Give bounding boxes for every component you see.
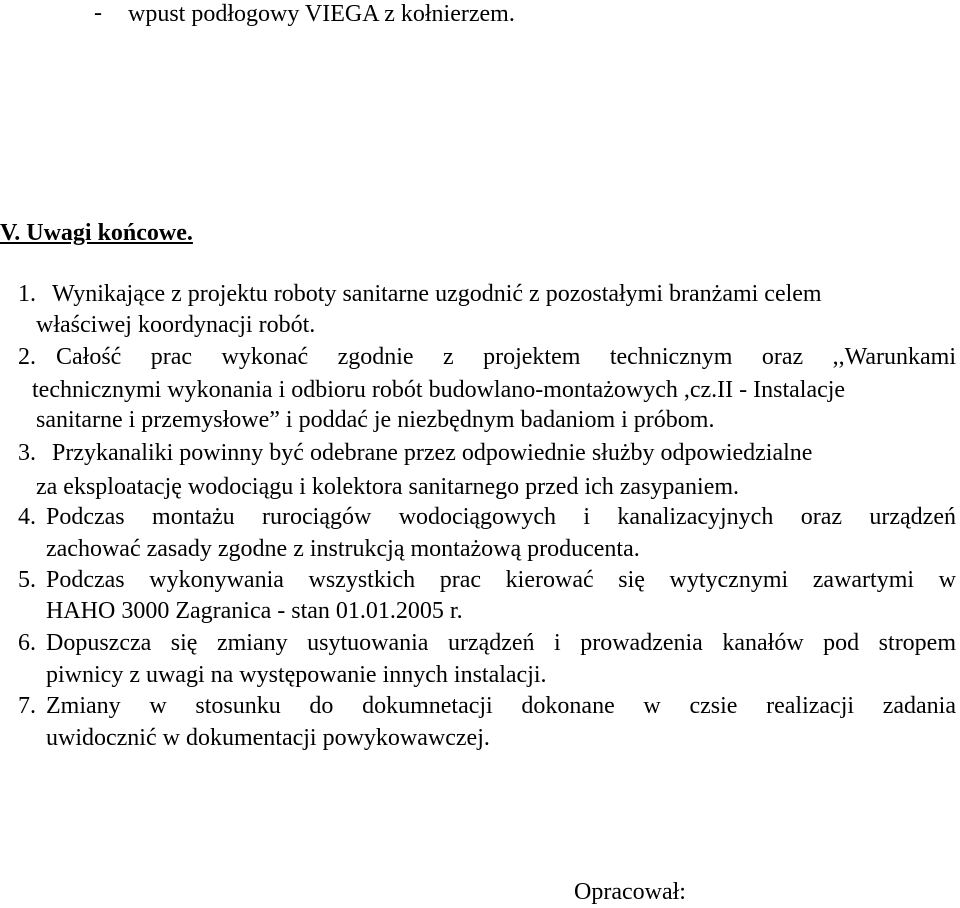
- item-line: właściwej koordynacji robót.: [36, 312, 316, 338]
- item-line: technicznymi wykonania i odbioru robót budowlano-montażowych ,cz.II - Instalacje: [32, 377, 846, 403]
- item-number: 5.: [18, 567, 36, 593]
- item-line: Zmiany w stosunku do dokumnetacji dokonane w czsie realizacji zadania: [46, 693, 956, 719]
- item-line: uwidocznić w dokumentacji powykowawczej.: [46, 725, 490, 751]
- intro-text: wpust podłogowy VIEGA z kołnierzem.: [128, 1, 515, 27]
- item-line: zachować zasady zgodne z instrukcją montażową producenta.: [46, 536, 640, 562]
- item-line: Dopuszcza się zmiany usytuowania urządzeń i prowadzenia kanałów pod stropem: [46, 630, 956, 656]
- item-line: Wynikające z projektu roboty sanitarne uzgodnić z pozostałymi branżami celem: [52, 281, 822, 307]
- item-line: HAHO 3000 Zagranica - stan 01.01.2005 r.: [46, 598, 463, 624]
- item-line: za eksploatację wodociągu i kolektora sanitarnego przed ich zasypaniem.: [36, 474, 740, 500]
- item-number: 1.: [18, 281, 36, 307]
- item-line: Podczas montażu rurociągów wodociągowych i kanalizacyjnych oraz urządzeń: [46, 504, 956, 530]
- item-line: piwnicy z uwagi na występowanie innych instalacji.: [46, 662, 547, 688]
- item-number: 3.: [18, 440, 36, 466]
- item-line: Całość prac wykonać zgodnie z projektem technicznym oraz ,,Warunkami: [56, 344, 956, 370]
- footer-signature-label: Opracował:: [574, 879, 686, 905]
- item-number: 6.: [18, 630, 36, 656]
- item-line: Podczas wykonywania wszystkich prac kierować się wytycznymi zawartymi w: [46, 567, 956, 593]
- item-number: 4.: [18, 504, 36, 530]
- item-number: 2.: [18, 344, 36, 370]
- item-line: Przykanaliki powinny być odebrane przez odpowiednie służby odpowiedzialne: [52, 440, 813, 466]
- item-number: 7.: [18, 693, 36, 719]
- item-line: sanitarne i przemysłowe” i poddać je niezbędnym badaniom i próbom.: [36, 407, 715, 433]
- intro-dash: -: [94, 0, 102, 26]
- section-heading: V. Uwagi końcowe.: [0, 220, 193, 246]
